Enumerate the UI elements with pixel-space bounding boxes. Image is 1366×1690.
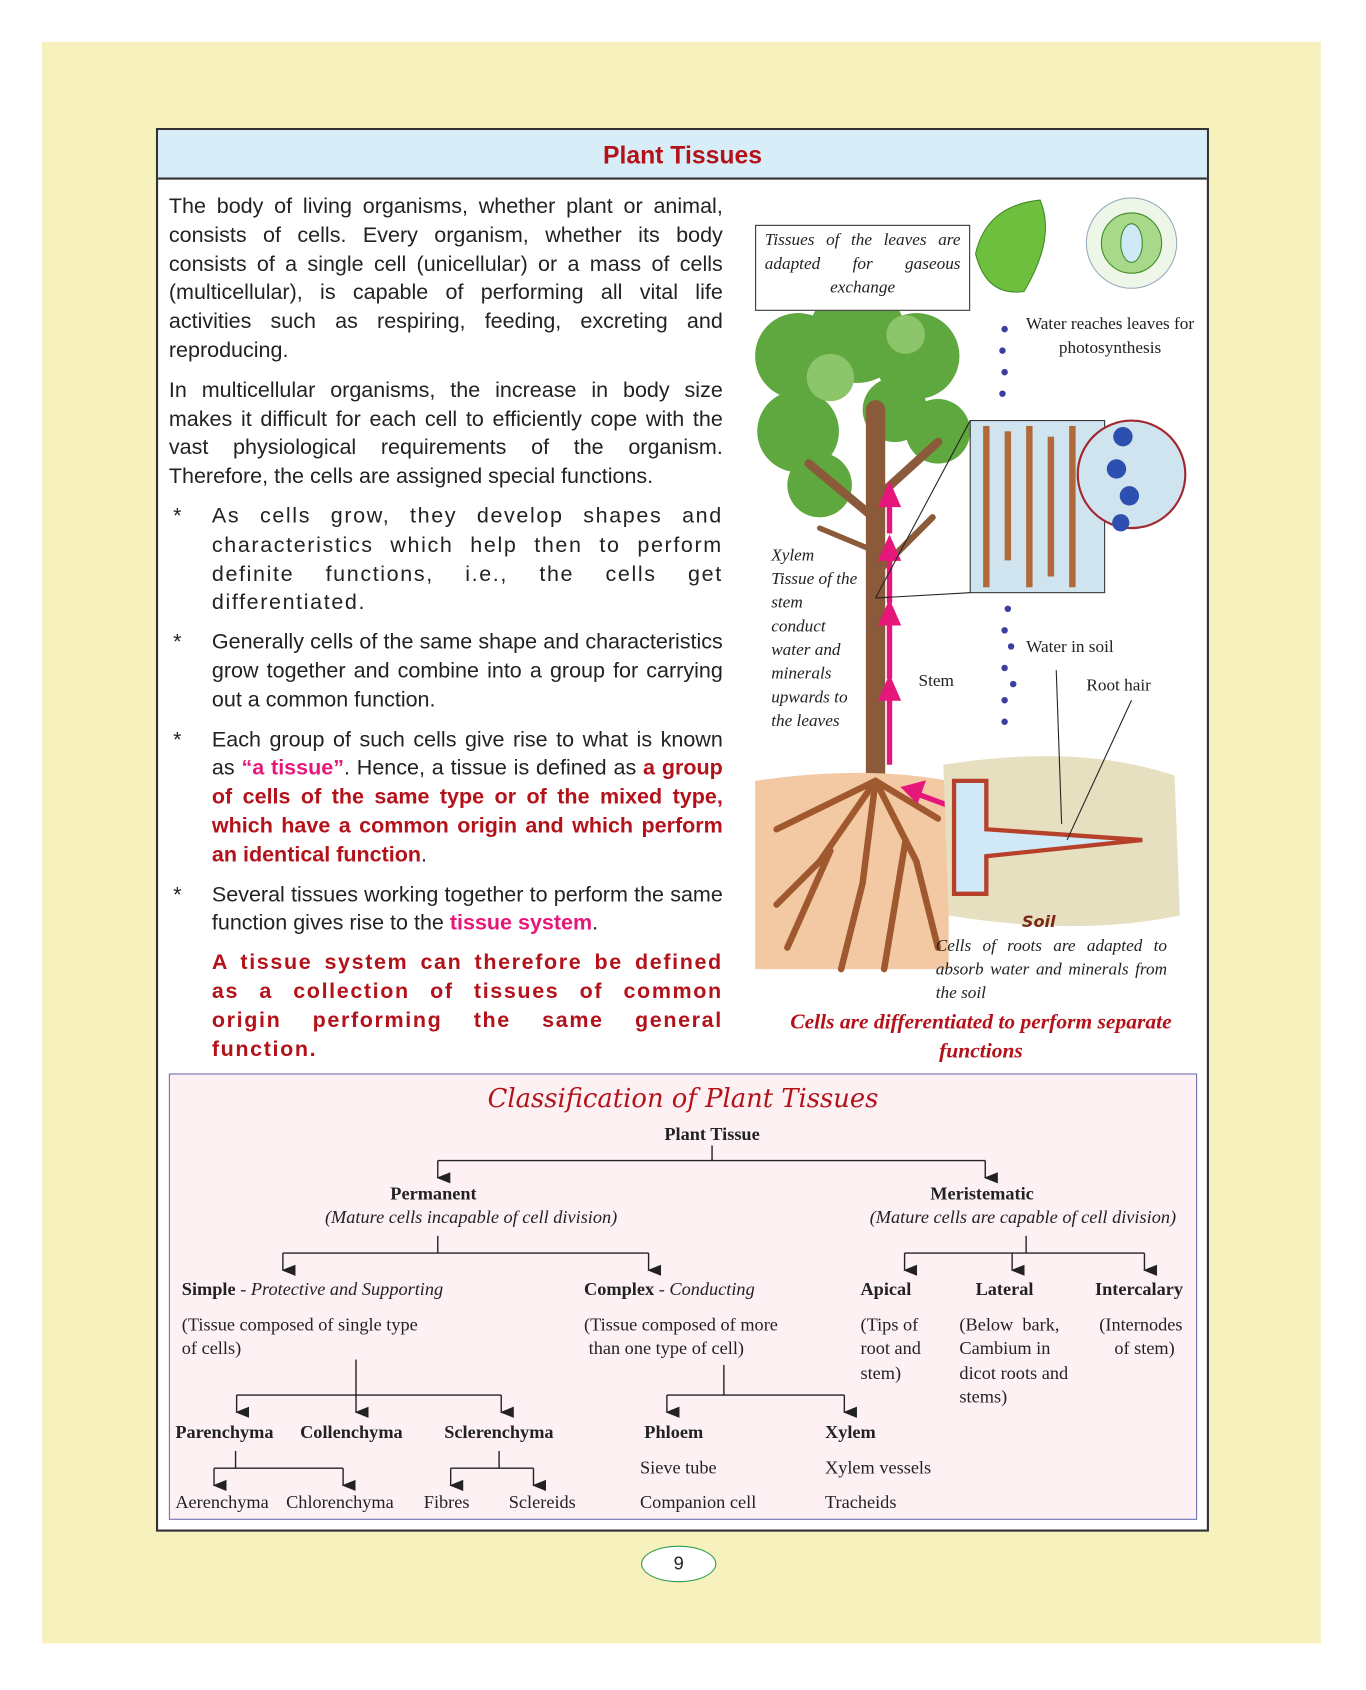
bullet-2 — [169, 628, 723, 714]
node-parenchyma: Parenchyma — [175, 1421, 274, 1443]
node-complex — [584, 1278, 755, 1302]
water-in-soil-label: Water in soil — [1026, 637, 1114, 657]
tree-canopy — [755, 286, 970, 517]
diagram-caption: Cells are differentiated to perform separate functions — [790, 1009, 1172, 1063]
apical-desc: stem) — [860, 1362, 902, 1384]
node-permanent: Permanent — [390, 1183, 477, 1204]
stem-label: Stem — [918, 672, 954, 691]
intercalary-desc: of stem) — [1114, 1338, 1175, 1359]
bullet-text: . — [421, 842, 428, 867]
page-title: Plant Tissues — [158, 130, 1207, 179]
node-chlorenchyma: Chlorenchyma — [286, 1491, 394, 1513]
node-sclerenchyma: Sclerenchyma — [444, 1421, 554, 1443]
leaf-icon — [976, 200, 1046, 292]
paragraph-1: The body of living organisms, whether plant or animal, consists of cells. Every organism, whether its body consists of a single cell (unicellular) or a mass of cells (multicellular), is capable of performing all vital life activities such as respiring, feeding, excreting and reproducing. — [168, 194, 723, 363]
lateral-desc: (Below bark, — [959, 1314, 1060, 1335]
bullet-text: . — [592, 911, 599, 936]
bullet-text: As cells grow, they develop shapes and characteristics which help then to perform definite functions, i.e., the cells get differentiated. — [211, 504, 723, 615]
bullet-3 — [169, 726, 723, 870]
node-lateral: Lateral — [975, 1278, 1034, 1300]
intercalary-desc: (Internodes — [1099, 1314, 1183, 1335]
separator: - — [654, 1278, 670, 1300]
lateral-desc: stems) — [959, 1386, 1008, 1407]
bullet-text: Each group of such cells give rise to what is known as — [211, 727, 723, 781]
tissue-system-definition: A tissue system can therefore be defined as a collection of tissues of common origin performing the same general function. — [211, 950, 723, 1062]
node-tracheids: Tracheids — [824, 1491, 897, 1513]
bullet-text: Several tissues working together to perform the same function gives rise to the — [211, 882, 723, 936]
apical-desc: root and — [860, 1338, 921, 1359]
classification-chart — [169, 1073, 1197, 1519]
permanent-desc: (Mature cells incapable of cell division) — [324, 1206, 618, 1228]
xylem-label: Xylem Tissue of the stem conduct water and minerals upwards to the leaves — [771, 546, 858, 731]
bullet-4 — [169, 880, 723, 938]
complex-role: Conducting — [669, 1278, 755, 1300]
bullet-star: * — [173, 504, 184, 529]
node-apical: Apical — [860, 1278, 912, 1300]
water-leaves-label: Water reaches leaves for photosynthesis — [1025, 315, 1195, 358]
leaf-tissue-label-box — [755, 225, 970, 311]
node-plant-tissue: Plant Tissue — [664, 1124, 760, 1145]
paragraph-2: In multicellular organisms, the increase in body size makes it difficult for each cell to efficiently cope with the vast physiological requirements of the organism. Therefore, the cells are assigned special functions. — [168, 378, 723, 489]
complex-desc: (Tissue composed of more — [584, 1314, 778, 1335]
node-sclereids: Sclereids — [508, 1491, 576, 1513]
node-companion-cell: Companion cell — [639, 1491, 757, 1513]
node-phloem: Phloem — [644, 1421, 704, 1443]
separator: - — [235, 1278, 251, 1300]
bullet-1 — [169, 502, 723, 617]
bullet-star: * — [173, 727, 182, 752]
node-simple — [182, 1278, 443, 1302]
bullet-text: . Hence, a tissue is defined as — [343, 756, 644, 781]
soil-label: Soil — [1021, 912, 1056, 932]
tissue-system-term: tissue system — [449, 911, 593, 936]
lateral-desc: Cambium in — [959, 1338, 1051, 1359]
node-aerenchyma: Aerenchyma — [175, 1491, 269, 1513]
complex-desc: than one type of cell) — [584, 1338, 744, 1359]
node-xylem-vessels: Xylem vessels — [824, 1457, 932, 1478]
leaf-tissue-label: Tissues of the leaves are adapted for gaseous exchange — [764, 231, 961, 297]
node-fibres: Fibres — [423, 1491, 470, 1513]
simple-name: Simple — [181, 1278, 236, 1300]
node-sieve-tube: Sieve tube — [639, 1457, 717, 1478]
bullet-star: * — [173, 630, 182, 655]
node-xylem: Xylem — [824, 1421, 876, 1443]
meristematic-desc: (Mature cells are capable of cell division) — [869, 1206, 1177, 1228]
bullet-text: Generally cells of the same shape and characteristics grow together and combine into a group for carrying out a common function. — [211, 630, 723, 712]
node-meristematic: Meristematic — [930, 1183, 1034, 1204]
lateral-desc: dicot roots and — [959, 1362, 1069, 1384]
content-box — [156, 128, 1209, 1532]
text-column — [169, 193, 723, 1075]
tissue-term: “a tissue” — [241, 756, 344, 781]
root-hair-label: Root hair — [1086, 676, 1151, 695]
node-intercalary: Intercalary — [1094, 1278, 1183, 1300]
tissue-definition: a group of cells of the same type or of the mixed type, which have a common origin and which perform an identical function — [211, 756, 723, 867]
simple-desc: (Tissue composed of single type — [181, 1314, 418, 1335]
root-cells-label: Cells of roots are adapted to absorb water and minerals from the soil — [935, 936, 1168, 1003]
complex-name: Complex — [584, 1278, 655, 1300]
bullet-star: * — [173, 882, 182, 907]
simple-role: Protective and Supporting — [250, 1278, 444, 1300]
apical-desc: (Tips of — [860, 1314, 919, 1335]
simple-desc: of cells) — [181, 1338, 242, 1359]
classification-title: Classification of Plant Tissues — [487, 1083, 879, 1114]
node-collenchyma: Collenchyma — [300, 1421, 403, 1443]
plant-diagram — [755, 195, 1201, 1077]
page-number: 9 — [641, 1546, 716, 1583]
